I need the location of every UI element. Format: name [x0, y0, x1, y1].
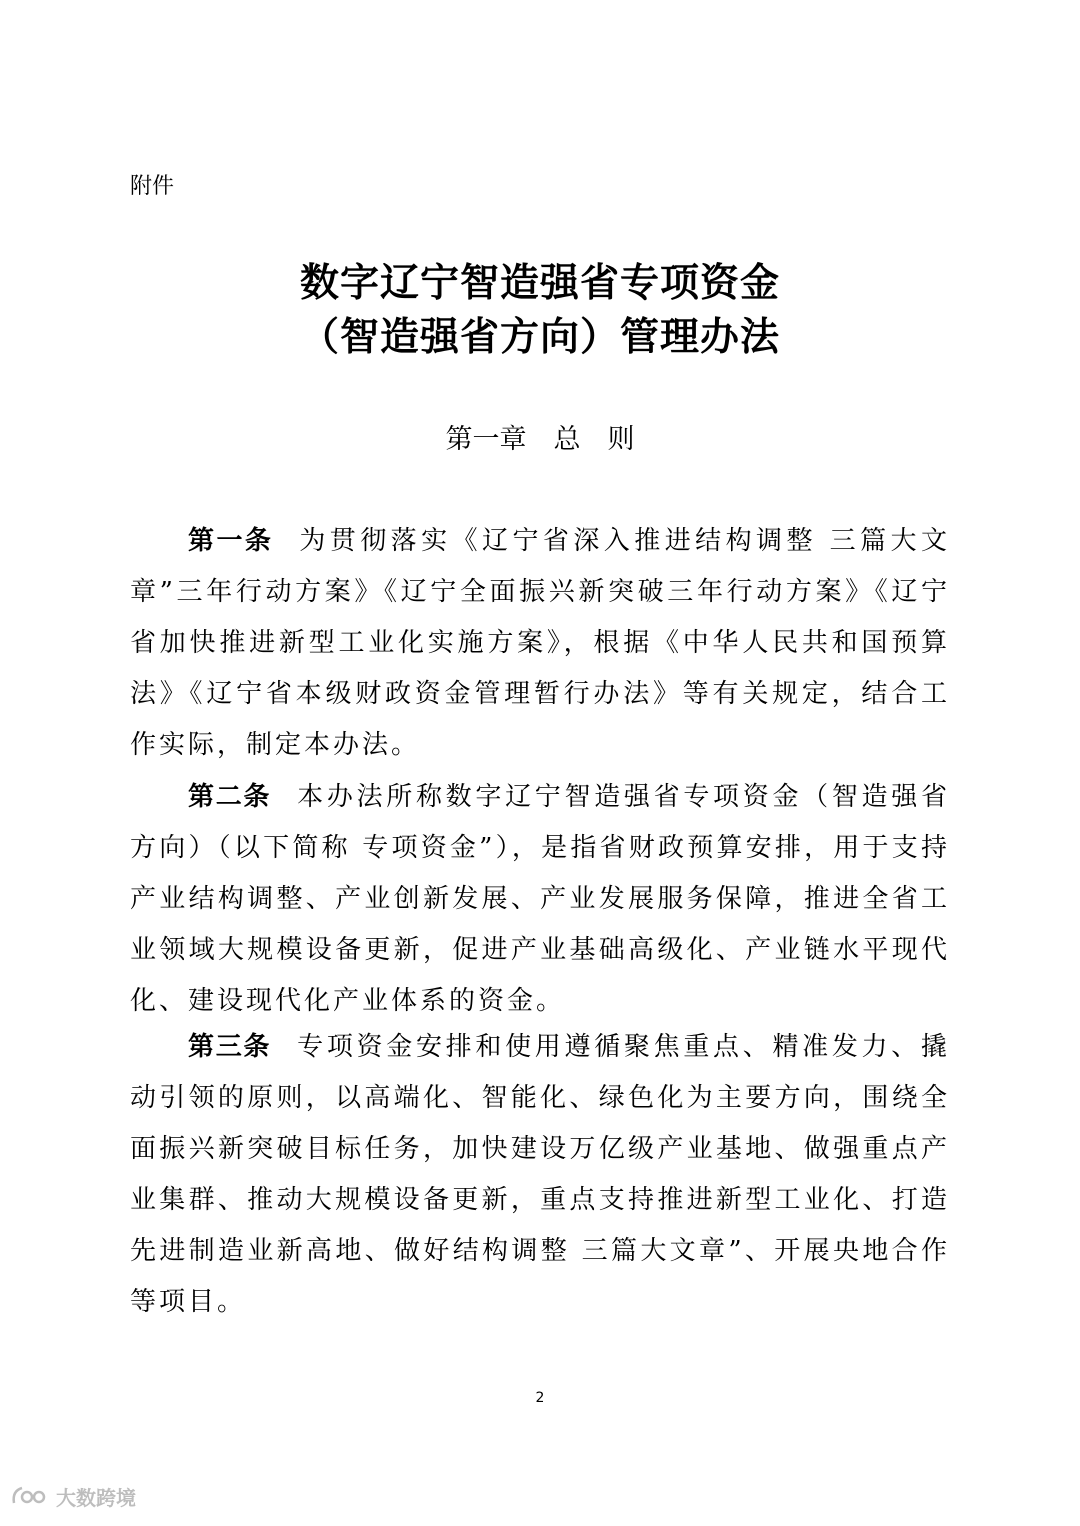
article-2: [130, 772, 950, 1027]
watermark-text: 大数跨境: [56, 1485, 136, 1510]
attachment-label: 附件: [130, 174, 175, 199]
article-1-heading: 第一条: [188, 526, 274, 556]
document-title-line-2: （智造强省方向）管理办法: [299, 315, 780, 360]
article-3-text: 专项资金安排和使用遵循聚焦重点、精准发力、撬动引领的原则，以高端化、智能化、绿色化为主要方向，围绕全面振兴新突破目标任务，加快建设万亿级产业基地、做强重点产业集群、推动大规模设备更新，重点支持推进新型工业化、打造先进制造业新高地、做好结构调整 三篇大文章”、开展央地合作等项目。: [130, 1032, 950, 1317]
chapter-heading: 第一章 总 则: [445, 424, 635, 455]
logo-icon: [10, 1483, 50, 1509]
article-3: [130, 1022, 950, 1328]
watermark: [10, 1481, 136, 1511]
article-3-heading: 第三条: [188, 1032, 272, 1062]
document-title-line-1: 数字辽宁智造强省专项资金: [299, 261, 780, 306]
article-2-heading: 第二条: [188, 782, 272, 812]
article-1: [130, 516, 950, 771]
page-number: 2: [535, 1390, 545, 1406]
article-2-text: 本办法所称数字辽宁智造强省专项资金（智造强省方向）（以下简称 专项资金”），是指省财政预算安排，用于支持产业结构调整、产业创新发展、产业发展服务保障，推进全省工业领域大规模设备更新，促进产业基础高级化、产业链水平现代化、建设现代化产业体系的资金。: [130, 782, 950, 1016]
article-1-text: 为贯彻落实《辽宁省深入推进结构调整 三篇大文章”三年行动方案》《辽宁全面振兴新突破三年行动方案》《辽宁省加快推进新型工业化实施方案》，根据《中华人民共和国预算法》《辽宁省本级财政资金管理暂行办法》等有关规定，结合工作实际，制定本办法。: [130, 526, 950, 760]
